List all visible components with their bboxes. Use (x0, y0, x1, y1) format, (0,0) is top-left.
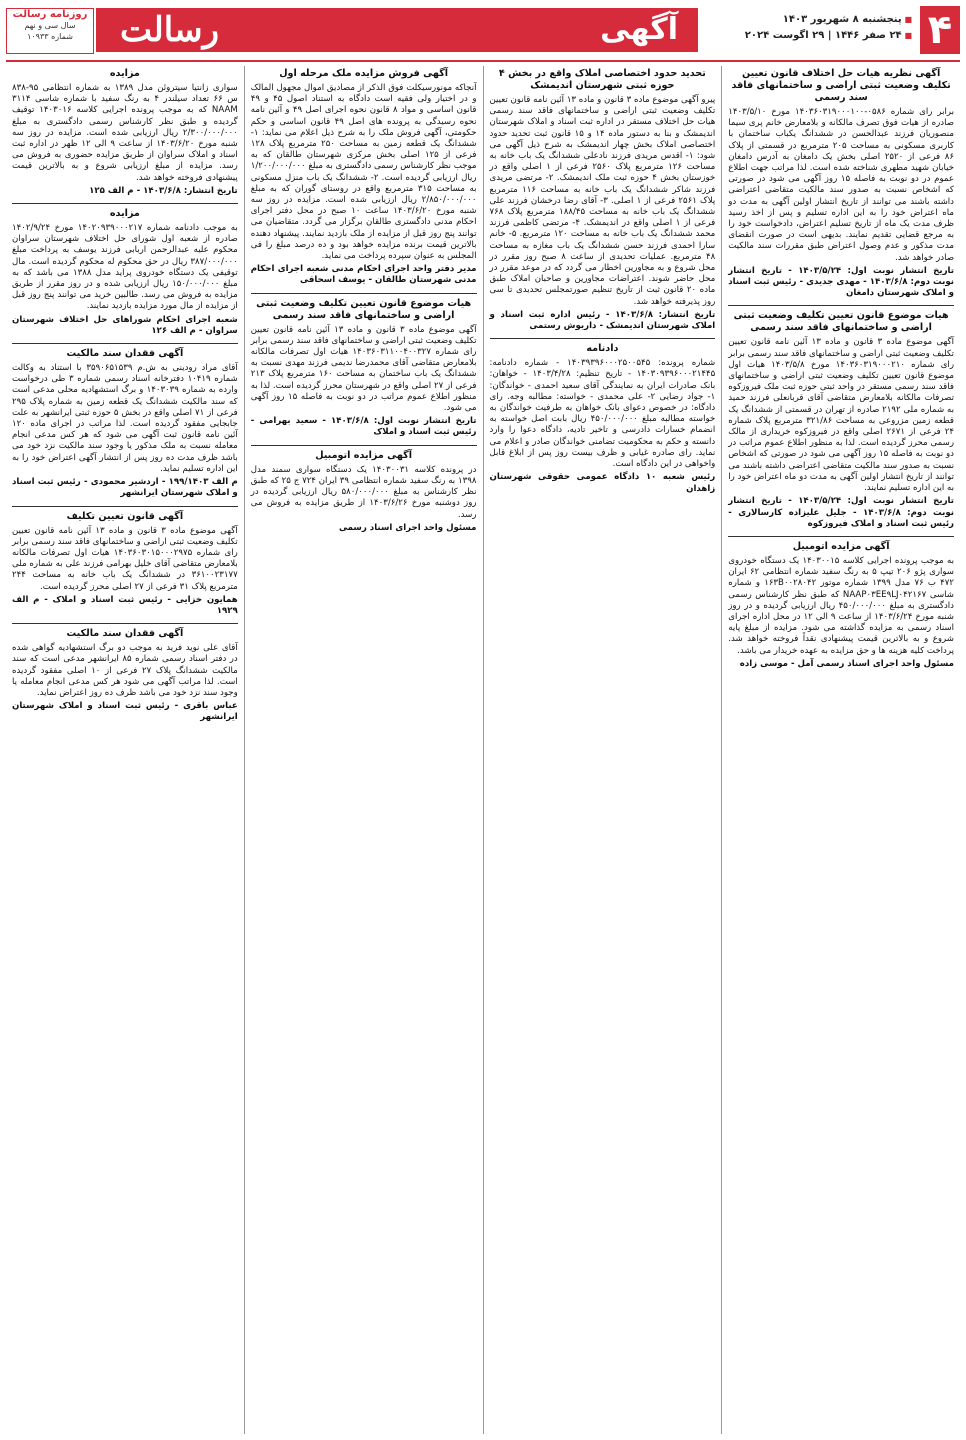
ad-title: آگهی نظریه هیات حل اختلاف قانون تعیین تکلیف وضعیت ثبتی اراضی و ساختمانهای فاقد سند رسمی (731, 68, 951, 103)
ad-body: شماره پرونده: ۱۴۰۳۹۳۹۶۰۰۰۲۵۰۰۵۴۵ - شماره دادنامه: ۱۴۰۳۰۹۳۹۶۰۰۰۲۱۴۴۵ - تاریخ تنظیم: ۱۴۰۳/۴/۲۸ - خواهان: بانک صادرات ایران به نمایندگی آقای سعید احمدی - خواندگان: ۱- جواد رضایی ۲- علی محمدی - خواسته: مطالبه وجه. رای دادگاه: در خصوص دعوای بانک خواهان به طرفیت خواندگان به خواسته مطالبه مبلغ ۴۵۰/۰۰۰/۰۰۰ ریال بابت اصل خواسته به انضمام خسارات دادرسی و تاخیر تادیه، دادگاه دعوا را وارد دانسته و حکم به محکومیت تضامنی خواندگان صادر و اعلام می نماید. رای صادره غیابی و ظرف بیست روز پس از ابلاغ قابل واخواهی در این دادگاه است. (489, 358, 716, 470)
ad-divider (12, 506, 238, 507)
ad-body: آگهی موضوع ماده ۳ قانون و ماده ۱۳ آئین نامه قانون تعیین تکلیف وضعیت ثبتی اراضی و ساختمانهای فاقد سند رسمی برابر رای شماره ۱۴۰۳۶۰۳۰۱۵۰۰۰۲۹۷۵ هیات اول تصرفات مالکانه بلامعارض متقاضی آقای خلیل بهرامی فرزند علی به شماره ملی ۳۶۱۰۰۲۳۱۷۷ در ششدانگ یک باب خانه به مساحت ۲۴۴ مترمربع پلاک ۳۱ فرعی از ۲۷ اصلی محرز گردیده است. (11, 525, 238, 592)
ad-block (728, 68, 954, 299)
ad-body: آقای علی نوید فرید به موجب دو برگ استشهادیه گواهی شده در دفتر اسناد رسمی شماره ۸۵ ایرانشهر مدعی است که سند مالکیت ششدانگ پلاک ۲۷ فرعی از ۱۰ اصلی مفقود گردیده است. لذا مراتب آگهی می شود هر کس مدعی انجام معامله یا وجود سند نزد خود می باشد ظرف ده روز اعتراض نماید. (12, 643, 238, 698)
ad-signature: تاریخ انتشار: ۱۴۰۳/۶/۸ - م الف ۱۲۵ (89, 185, 238, 196)
ad-body: به موجب پرونده اجرایی کلاسه ۱۴۰۳۰۰۱۵ یک دستگاه خودروی سواری پژو ۲۰۶ تیپ ۵ به رنگ سفید شماره انتظامی ۶۲ ایران ۴۷۲ ب ۷۶ مدل ۱۳۹۹ شماره موتور ۱۶۳B۰۰۲۸۰۴۲ و شماره شاسی NAAP۰۳EE۹LJ۰۴۲۱۶۷ که طبق نظر کارشناس رسمی دادگستری به مبلغ ۴۵۰/۰۰۰/۰۰۰ ریال ارزیابی گردیده و در روز شنبه مورخ ۱۴۰۳/۶/۲۴ از ساعت ۹ الی ۱۲ در محل اداره اجرای اسناد رسمی به مزایده گذاشته می شود. مزایده از مبلغ پایه شروع و به بالاترین قیمت پیشنهادی نقداً فروخته خواهد شد. پرداخت کلیه هزینه ها و حق مزایده به عهده خریدار می باشد. (728, 555, 955, 656)
ad-body: سواری زانتیا سیتروئن مدل ۱۳۸۹ به شماره انتظامی ۹۵-۸۳۸ س ۶۶ تعداد سیلندر ۴ به رنگ سفید با شماره شاسی ۳۱۱۴ NAAM که به موجب پرونده اجرایی کلاسه ۱۴۰۳۰۱۶ توقیف گردیده و طبق نظر کارشناس رسمی دادگستری به مبلغ ۲/۳۰۰/۰۰۰/۰۰۰ ریال ارزیابی شده است. مزایده در روز سه شنبه مورخ ۱۴۰۳/۶/۲۰ از ساعت ۹ الی ۱۲ ظهر در اداره ثبت اسناد و املاک سراوان از طریق مزایده حضوری به فروش می رسد. مزایده از مبلغ ارزیابی شروع و به بالاترین قیمت پیشنهادی فروخته خواهد شد. (12, 83, 238, 183)
ad-divider (12, 343, 238, 344)
ad-signature: تاریخ انتشار نوبت اول: ۱۴۰۳/۵/۲۴ - تاریخ انتشار نوبت دوم: ۱۴۰۳/۶/۸ - جلیل علیزاده کارسالاری - رئیس ثبت اسناد و املاک فیروزکوه (728, 496, 954, 529)
ad-title: آگهی فقدان سند مالکیت (66, 628, 184, 640)
issue-year: سال سی و نهم (24, 21, 76, 30)
ad-title: دادنامه (586, 343, 619, 355)
ad-divider (490, 338, 716, 339)
date-shamsi: ■ پنجشنبه ۸ شهریور ۱۴۰۳ (712, 12, 912, 28)
ad-block (12, 348, 238, 499)
ad-title: آگهی فروش مزایده ملک مرحله اول (279, 68, 449, 79)
ad-title: مزایده (109, 208, 140, 220)
ad-signature: شعبه اجرای احکام شوراهای حل اختلاف شهرستان سراوان - م الف ۱۲۶ (12, 314, 238, 336)
ad-title: مزایده (109, 68, 140, 79)
column-4 (6, 66, 244, 1434)
ad-signature: تاریخ انتشار نوبت اول: ۱۴۰۳/۵/۲۴ - تاریخ انتشار نوبت دوم: ۱۴۰۳/۶/۸ - مهدی جدیدی - رئیس ثبت اسناد و املاک شهرستان دامغان (728, 265, 954, 299)
ad-divider (251, 445, 477, 446)
ad-block (12, 628, 238, 723)
section-title: آگهی (600, 12, 678, 47)
ad-signature: رئیس شعبه ۱۰ دادگاه عمومی حقوقی شهرستان زاهدان (489, 472, 716, 494)
issue-logo: روزنامه رسالت (12, 9, 88, 20)
ad-title: هیات موضوع قانون تعیین تکلیف وضعیت ثبتی اراضی و ساختمانهای فاقد سند رسمی (733, 310, 949, 334)
ad-block (728, 310, 954, 529)
ad-block (490, 343, 716, 494)
section-banner (96, 8, 698, 52)
ad-block (251, 68, 477, 287)
ad-block (728, 541, 954, 670)
ad-divider (728, 536, 954, 537)
ad-title: آگهی فقدان سند مالکیت (66, 348, 184, 360)
page-number: ۴ (920, 6, 960, 54)
ad-signature: تاریخ انتشار نوبت اول: ۱۴۰۳/۶/۸ - سعید بهرامی - رئیس ثبت اسناد و املاک (250, 416, 477, 438)
ad-body: در پرونده کلاسه ۱۴۰۳۰۰۳۱ یک دستگاه سواری سمند مدل ۱۳۹۸ به رنگ سفید شماره انتظامی ۳۹ ایران ۷۲۴ ج ۲۵ که طبق نظر کارشناس به مبلغ ۵۸۰/۰۰۰/۰۰۰ ریال ارزیابی گردیده در روز دوشنبه مورخ ۱۴۰۳/۶/۲۶ از طریق مزایده به فروش می رسد. (250, 464, 477, 520)
ad-block (251, 298, 477, 439)
ad-body: به موجب دادنامه شماره ۱۴۰۲۰۹۳۹۰۰۰۲۱۷ مورخ ۱۴۰۲/۹/۲۴ صادره از شعبه اول شورای حل اختلاف شهرستان سراوان محکوم علیه عبدالرحمن اربابی فرزند یوسف به پرداخت مبلغ ۳۸۷/۰۰۰/۰۰۰ ریال در حق محکوم له محکوم گردیده است. مال توقیفی یک دستگاه خودروی پراید مدل ۱۳۸۸ می باشد که به مبلغ ۱۵۰/۰۰۰/۰۰۰ ریال ارزیابی شده و در روز مقرر از طریق مزایده به فروش می رسد. طالبین خرید می توانند پنج روز قبل از مزایده از مال مورد مزایده بازدید نمایند. (12, 223, 238, 312)
ad-block (490, 68, 716, 332)
ad-signature: عباس باقری - رئیس ثبت اسناد و املاک شهرستان ایرانشهر (12, 701, 238, 723)
ad-signature: مسئول واحد اجرای اسناد رسمی (338, 522, 477, 533)
issue-box (6, 8, 94, 54)
issue-number: شماره ۱۰۹۳۳ (27, 32, 73, 41)
ad-body: آنجاکه مونورسیکلت فوق الذکر از مصادیق اموال مجهول المالک و در اختیار ولی فقیه است دادگاه به استناد اصول ۴۵ و ۴۹ قانون اساسی و مواد ۸ قانون نحوه اجرای اصل ۴۹ و آئین نامه نحوه رسیدگی به پرونده های اصل ۴۹ قانون اساسی و حکم حکومتی، آگهی فروش ملک را به شرح ذیل اعلام می نماید: ۱- ششدانگ یک قطعه زمین به مساحت ۲۵۰ مترمربع پلاک ۱۲۸ فرعی از ۱۲۵ اصلی بخش مرکزی شهرستان طالقان که به موجب نظر کارشناس رسمی دادگستری به مبلغ ۱/۲۰۰/۰۰۰/۰۰۰ ریال ارزیابی گردیده است. ۲- ششدانگ یک باب منزل مسکونی به مساحت ۳۱۵ مترمربع واقع در روستای گوران که به مبلغ ۲/۸۵۰/۰۰۰/۰۰۰ ریال ارزیابی شده است. مزایده در روز سه شنبه مورخ ۱۴۰۳/۶/۲۰ ساعت ۱۰ صبح در محل دفتر اجرای احکام مدنی دادگستری طالقان برگزار می گردد. متقاضیان می توانند پنج روز قبل از مزایده از ملک بازدید نمایند. پیشنهاد دهنده بالاترین قیمت برنده مزایده خواهد بود و ده درصد مبلغ را فی المجلس به عنوان سپرده پرداخت می نماید. (250, 83, 477, 262)
ad-divider (12, 203, 238, 204)
page-header (6, 6, 960, 62)
ad-block (12, 511, 238, 618)
ad-divider (12, 623, 238, 624)
column-2 (483, 66, 722, 1434)
ad-body: آگهی موضوع ماده ۳ قانون و ماده ۱۳ آئین نامه قانون تعیین تکلیف وضعیت ثبتی اراضی و ساختمانهای فاقد سند رسمی برابر رای شماره ۱۴۰۳۶۰۳۱۹۰۰۰۲۱۰ مورخ ۱۴۰۳/۵/۸ هیات اول موضوع قانون تعیین تکلیف وضعیت ثبتی اراضی و ساختمانهای فاقد سند رسمی مستقر در واحد ثبتی حوزه ثبت ملک فیروزکوه تصرفات مالکانه بلامعارض متقاضی آقای قربانعلی فرزند حمید به شماره ملی ۲۱۹۲ صادره از تهران در قسمتی از ششدانگ یک قطعه زمین مزروعی به مساحت ۳۲۱/۸۶ مترمربع پلاک شماره ۲۴ فرعی از ۲۶۷۱ اصلی واقع در فیروزکوه خریداری از مالک رسمی محرز گردیده است. لذا به منظور اطلاع عموم مراتب در دو نوبت به فاصله ۱۵ روز آگهی می شود در صورتی که اشخاص نسبت به صدور سند مالکیت متقاضی اعتراضی داشته باشند می توانند از تاریخ انتشار اولین آگهی به مدت دو ماه اعتراض خود را به این اداره تسلیم نمایند. (728, 337, 955, 494)
ad-signature: مسئول واحد اجرای اسناد رسمی آمل - موسی زاده (739, 658, 954, 669)
ad-signature: تاریخ انتشار: ۱۴۰۳/۶/۸ - رئیس اداره ثبت اسناد و املاک شهرستان اندیمشک - داریوش رستمی (489, 309, 716, 332)
issue-dates (712, 12, 912, 44)
ad-body: آقای مراد رودینی به ش.م ۳۵۹۰۶۵۱۵۳۹ با استناد به وکالت شماره ۱۰۴۱۹ دفترخانه اسناد رسمی شماره ۳ طی درخواست وارده به شماره ۱۴۰۳۰۳۹ و برگ استشهادیه محلی مدعی است که سند مالکیت ششدانگ یک قطعه زمین به شماره پلاک ۲۹۵ فرعی از ۷۱ اصلی واقع در بخش ۵ حوزه ثبتی ایرانشهر به علت جابجایی مفقود گردیده است. لذا مراتب در اجرای ماده ۱۲۰ آئین نامه قانون ثبت آگهی می شود که هر کس مدعی انجام معامله نسبت به ملک مذکور یا وجود سند مالکیت نزد خود می باشد ظرف مدت ده روز پس از انتشار آگهی اعتراض خود را به این اداره تسلیم نماید. (12, 363, 238, 474)
ad-title: آگهی مزایده اتومبیل (315, 449, 413, 461)
ad-block (12, 208, 238, 337)
date-other: ■ ۲۴ صفر ۱۴۴۶ | ۲۹ اگوست ۲۰۲۴ (712, 28, 912, 44)
brand-logo: رسالت (120, 10, 220, 50)
column-3 (244, 66, 483, 1434)
ad-title: تحدید حدود اختصاصی املاک واقع در بخش ۴ حوزه ثبتی شهرستان اندیمشک (498, 68, 706, 91)
column-1 (721, 66, 960, 1434)
ad-divider (728, 305, 954, 306)
ad-signature: مدیر دفتر واحد اجرای احکام مدنی شعبه اجرای احکام مدنی شهرستان طالقان - یوسف اسحاقی (250, 264, 477, 286)
ad-block (251, 450, 477, 534)
ad-signature: همایون خزایی - رئیس ثبت اسناد و املاک - م الف ۱۹۲۹ (12, 594, 238, 616)
ad-signature: م الف ۱۹۹/۱۴۰۳ - اردشیر محمودی - رئیس ثبت اسناد و املاک شهرستان ایرانشهر (12, 477, 238, 499)
ads-body (6, 66, 960, 1434)
ad-block (12, 68, 238, 197)
ad-body: برابر رای شماره ۰۵۸۶-۱۴۰۳۶۰۳۱۹۰۰۰۱۰۰ مورخ ۱۴۰۳/۵/۱۰ صادره از هیات فوق تصرف مالکانه و بلامعارض خانم پری سیما منصوریان فرزند عبدالحسن در ششدانگ یکباب ساختمان با کاربری مسکونی به مساحت ۲۰۵ مترمربع در قسمتی از پلاک ۸۶ فرعی از ۲۵۲۰ اصلی بخش یک دامغان به آدرس دامغان خیابان شهید مطهری شناخته شده است. لذا مراتب جهت اطلاع عموم در دو نوبت به فاصله ۱۵ روز آگهی می شود در صورتی که اشخاص نسبت به صدور سند مالکیت متقاضی اعتراضی داشته باشند می توانند از تاریخ انتشار اولین آگهی به مدت دو ماه اعتراض خود را به این اداره تسلیم و پس از اخذ رسید ظرف مدت یک ماه از تاریخ تسلیم اعتراض، دادخواست خود را به مرجع قضایی تقدیم نمایند. بدیهی است در صورت انقضای مدت مذکور و عدم وصول اعتراض طبق مقررات سند مالکیت صادر خواهد شد. (728, 107, 955, 263)
ad-title: آگهی قانون تعیین تکلیف (66, 510, 184, 522)
ad-divider (251, 293, 477, 294)
ad-body: آگهی موضوع ماده ۳ قانون و ماده ۱۳ آئین نامه قانون تعیین تکلیف وضعیت ثبتی اراضی و ساختمانهای فاقد سند رسمی برابر رای شماره ۱۴۰۳۶۰۳۱۱۰۰۴۰۰۳۲۷ هیات اول تصرفات مالکانه بلامعارض متقاضی آقای محمدرضا ندیمی فرزند مهدی نسبت به ششدانگ یک باب ساختمان به مساحت ۱۶۰ مترمربع پلاک ۲۱۳ فرعی از ۲۷ اصلی واقع در شهرستان محرز گردیده است. لذا به منظور اطلاع عموم مراتب در دو نوبت به فاصله ۱۵ روز آگهی می شود. (250, 324, 477, 414)
ad-body: پیرو آگهی موضوع ماده ۳ قانون و ماده ۱۳ آئین نامه قانون تعیین تکلیف وضعیت ثبتی اراضی و ساختمانهای فاقد سند رسمی هیات حل اختلاف مستقر در اداره ثبت اسناد و املاک شهرستان اندیمشک و بنا به دستور ماده ۱۴ و ۱۵ قانون ثبت تحدید حدود اختصاصی املاک بخش چهار اندیمشک به شرح ذیل آگهی می شود: ۱- اقدس مریدی فرزند نادعلی ششدانگ یک باب خانه به مساحت ۱۲۶ مترمربع پلاک ۲۵۶۰ فرعی از ۱ اصلی واقع در خوزستان بخش ۴ حوزه ثبت ملک اندیمشک. ۲- مرتضی مریدی فرزند شاکر ششدانگ یک باب خانه به مساحت ۱۱۶ مترمربع پلاک ۲۵۶۱ فرعی از ۱ اصلی. ۳- آقای رضا درخشان فرزند علی ششدانگ یک باب خانه به مساحت ۱۸۸/۴۵ مترمربع پلاک ۷۶۸ فرعی از ۱ اصلی واقع در اندیمشک. ۴- مرتضی کاظمی فرزند محمد ششدانگ یک باب خانه به مساحت ۱۲۰ مترمربع. ۵- خانم سارا احمدی فرزند حسن ششدانگ یک باب مغازه به مساحت ۴۸ مترمربع. عملیات تحدیدی از ساعت ۸ صبح روز مقرر در محل شروع و به مجاورین اخطار می گردد که در موعد مقرر در محل حاضر شوند. اعتراضات مجاورین و صاحبان املاک طبق ماده ۲۰ قانون ثبت از تاریخ تنظیم صورتمجلس تحدیدی تا سی روز پذیرفته خواهد شد. (489, 95, 716, 307)
ad-title: آگهی مزایده اتومبیل (792, 540, 890, 552)
ad-title: هیات موضوع قانون تعیین تکلیف وضعیت ثبتی اراضی و ساختمانهای فاقد سند رسمی (256, 297, 472, 321)
